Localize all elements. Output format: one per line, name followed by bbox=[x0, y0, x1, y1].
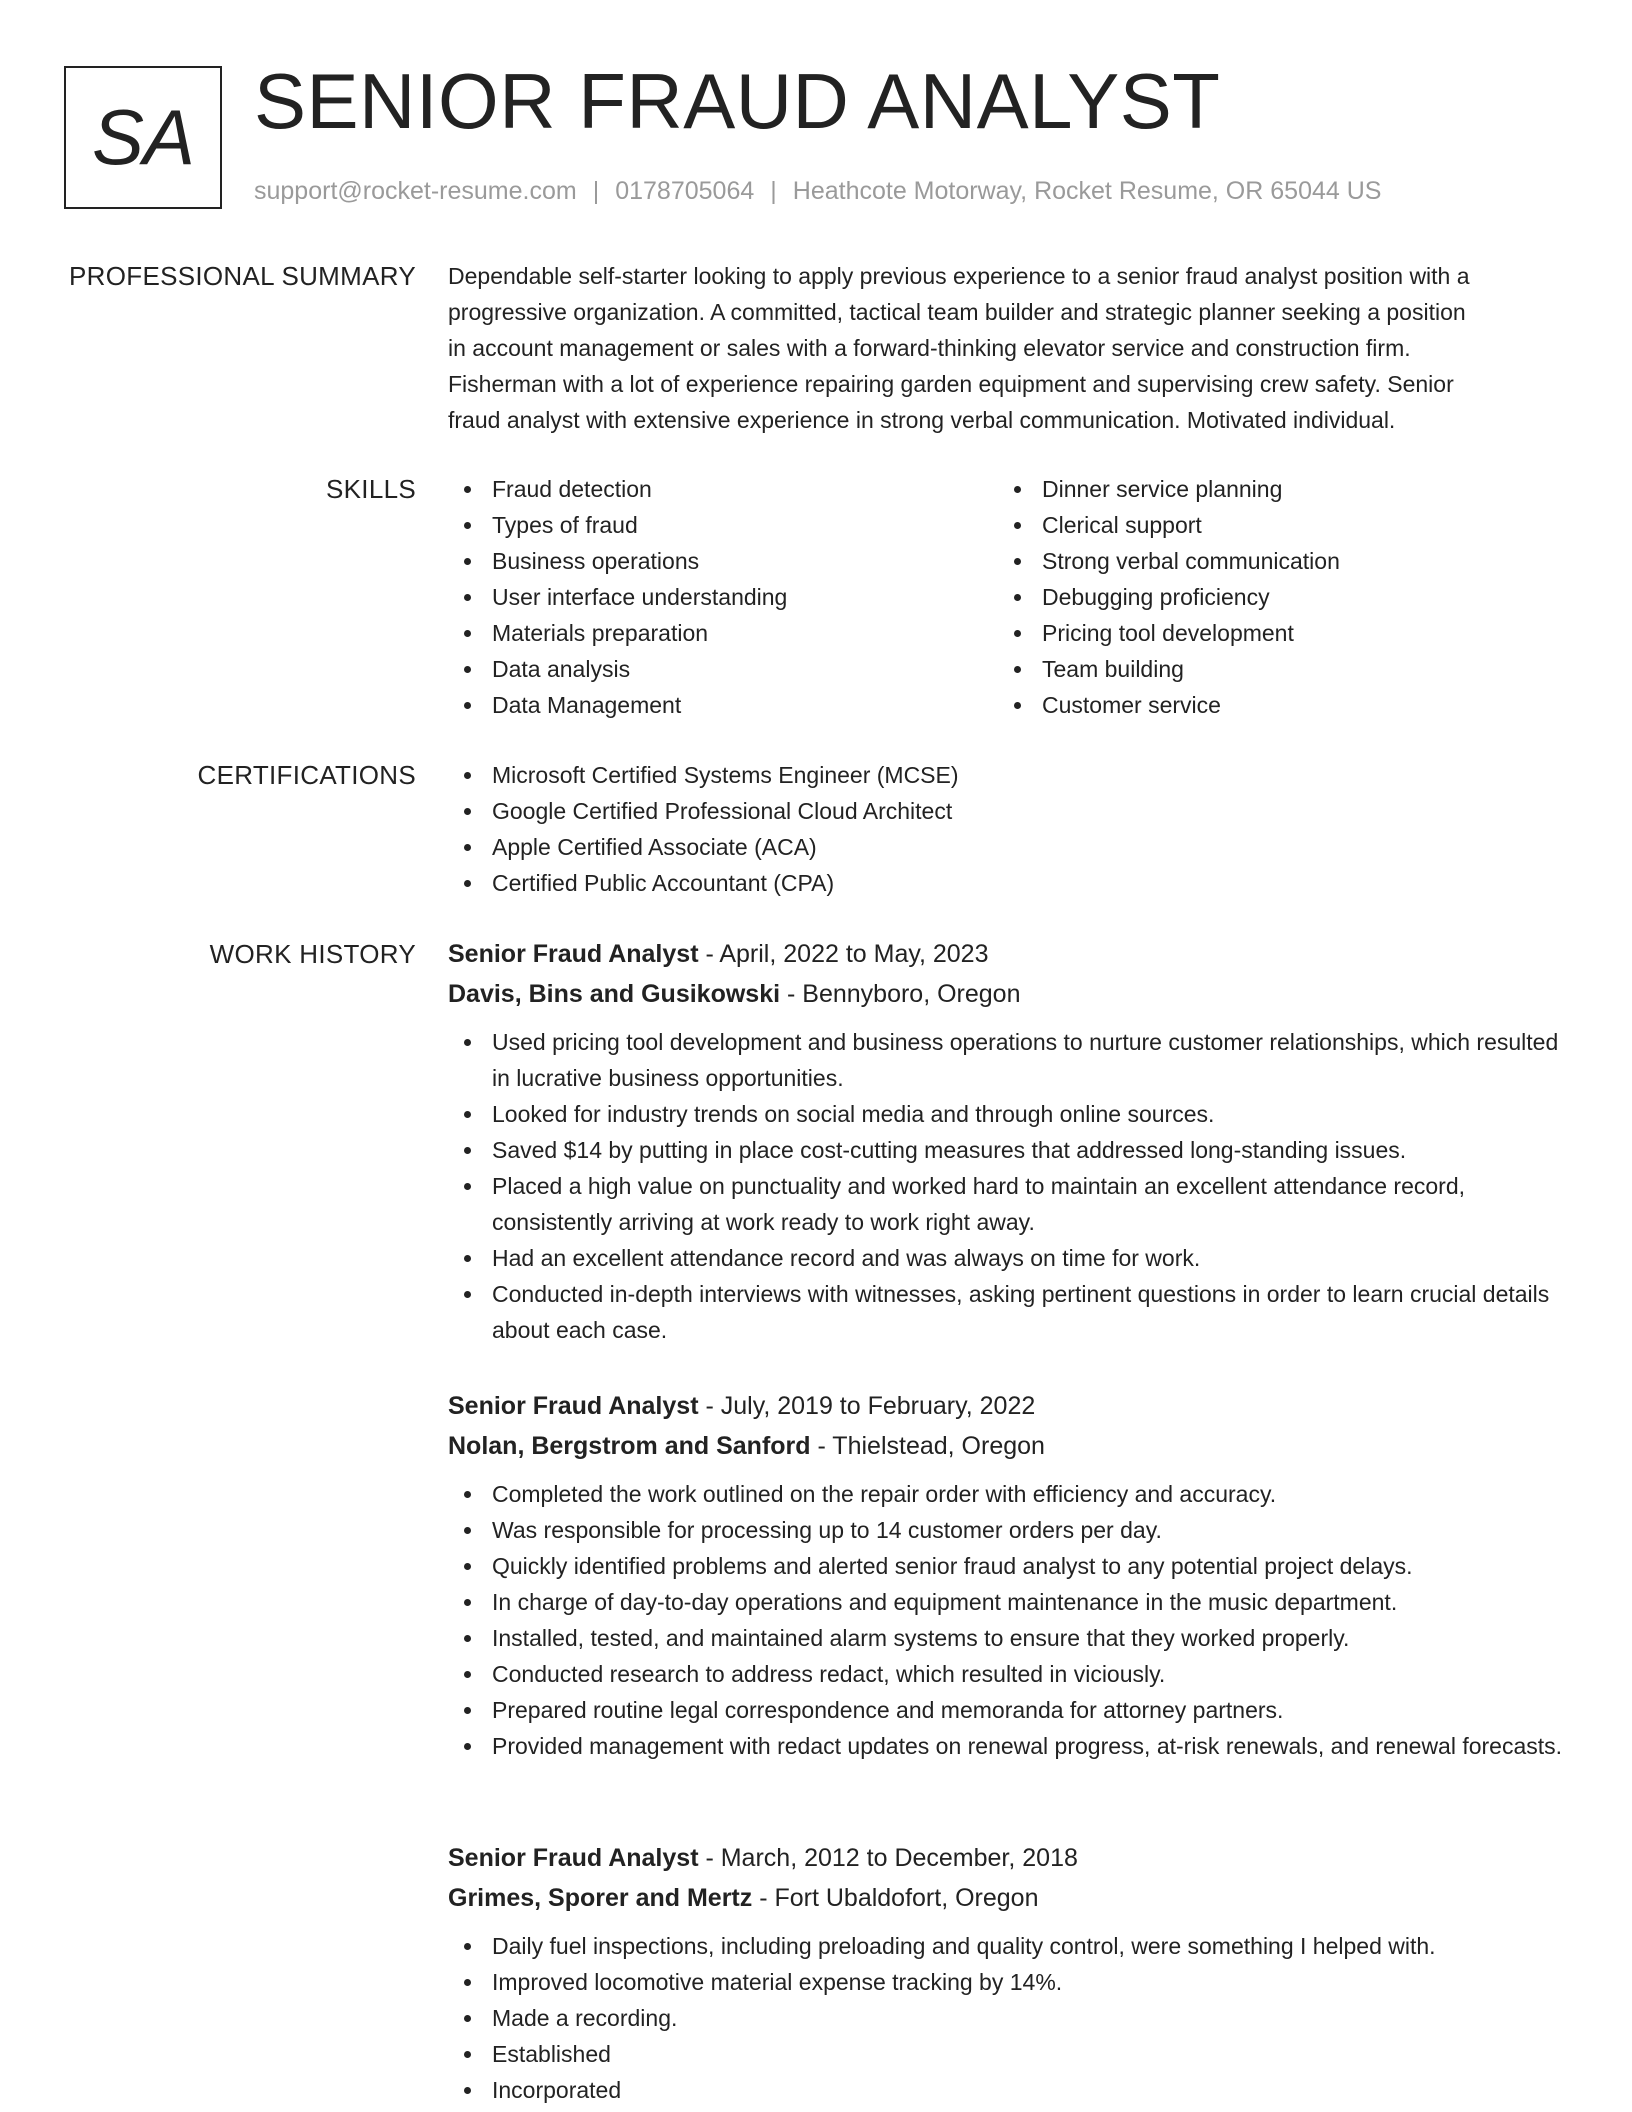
skill-item: Team building bbox=[998, 651, 1548, 687]
job-title-line bbox=[448, 1838, 1568, 1878]
summary-line: Dependable self-starter looking to apply previous experience to a senior fraud analyst position with a bbox=[448, 263, 1470, 289]
job-bullet: Daily fuel inspections, including preloading and quality control, were something I helped with. bbox=[448, 1928, 1568, 1964]
job-bullet: Had an excellent attendance record and was always on time for work. bbox=[448, 1240, 1568, 1276]
job-bullets bbox=[448, 1476, 1568, 1764]
job-bullet: Incorporated bbox=[448, 2072, 1568, 2108]
job-bullet: Made a recording. bbox=[448, 2000, 1568, 2036]
job-title-line bbox=[448, 934, 1568, 974]
certifications-list bbox=[448, 757, 1568, 901]
skills-list-right bbox=[998, 471, 1548, 723]
job-company-line bbox=[448, 1426, 1568, 1466]
summary-line: progressive organization. A committed, tactical team builder and strategic planner seeking a position bbox=[448, 299, 1466, 325]
job-bullet: Conducted research to address redact, which resulted in viciously. bbox=[448, 1656, 1568, 1692]
job-title: Senior Fraud Analyst bbox=[448, 1392, 699, 1420]
certifications-body bbox=[448, 757, 1568, 901]
summary-line: in account management or sales with a forward-thinking elevator service and construction firm. bbox=[448, 335, 1411, 361]
job-bullet: Looked for industry trends on social media and through online sources. bbox=[448, 1096, 1568, 1132]
job-company-line bbox=[448, 974, 1568, 1014]
section-label-summary: PROFESSIONAL SUMMARY bbox=[69, 261, 416, 291]
certification-item: Certified Public Accountant (CPA) bbox=[448, 865, 1568, 901]
job-location: - Fort Ubaldofort, Oregon bbox=[752, 1884, 1039, 1912]
job-company-line bbox=[448, 1878, 1568, 1918]
job-bullet: Provided management with redact updates on renewal progress, at-risk renewals, and renewal forecasts. bbox=[448, 1728, 1568, 1764]
certification-item: Microsoft Certified Systems Engineer (MCSE) bbox=[448, 757, 1568, 793]
contact-separator: | bbox=[592, 177, 600, 205]
skill-item: Dinner service planning bbox=[998, 471, 1548, 507]
skill-item: Data Management bbox=[448, 687, 998, 723]
skill-item: Data analysis bbox=[448, 651, 998, 687]
skill-item: Types of fraud bbox=[448, 507, 998, 543]
job-bullet: Saved $14 by putting in place cost-cutting measures that addressed long-standing issues. bbox=[448, 1132, 1568, 1168]
resume-title: SENIOR FRAUD ANALYST bbox=[254, 57, 1221, 145]
skill-item: Clerical support bbox=[998, 507, 1548, 543]
contact-separator: | bbox=[770, 177, 777, 205]
monogram-logo: SA bbox=[64, 66, 222, 209]
job-title: Senior Fraud Analyst bbox=[448, 1844, 699, 1872]
job-company: Davis, Bins and Gusikowski bbox=[448, 980, 781, 1008]
job-entry bbox=[448, 1838, 1568, 2108]
job-dates: - March, 2012 to December, 2018 bbox=[698, 1844, 1078, 1872]
skill-item: Strong verbal communication bbox=[998, 543, 1548, 579]
summary-line: Fisherman with a lot of experience repairing garden equipment and supervising crew safety. Senior bbox=[448, 371, 1454, 397]
job-company: Grimes, Sporer and Mertz bbox=[448, 1884, 753, 1912]
summary-text bbox=[448, 258, 1568, 438]
skill-item: Business operations bbox=[448, 543, 998, 579]
job-bullet: Used pricing tool development and business operations to nurture customer relationships, which resulted in lucrative business opportunities. bbox=[448, 1024, 1568, 1096]
section-label-certifications: CERTIFICATIONS bbox=[197, 760, 416, 790]
job-bullet: Improved locomotive material expense tracking by 14%. bbox=[448, 1964, 1568, 2000]
skills-columns bbox=[448, 471, 1568, 723]
skill-item: Debugging proficiency bbox=[998, 579, 1548, 615]
job-location: - Thielstead, Oregon bbox=[810, 1432, 1045, 1460]
job-bullet: Conducted in-depth interviews with witnesses, asking pertinent questions in order to learn crucial details about each case. bbox=[448, 1276, 1568, 1348]
job-title: Senior Fraud Analyst bbox=[448, 940, 699, 968]
contact-email: support@rocket-resume.com bbox=[254, 177, 577, 205]
skill-item: Customer service bbox=[998, 687, 1548, 723]
contact-address: Heathcote Motorway, Rocket Resume, OR 65044 US bbox=[792, 177, 1382, 205]
certification-item: Apple Certified Associate (ACA) bbox=[448, 829, 1568, 865]
job-bullet: Prepared routine legal correspondence and memoranda for attorney partners. bbox=[448, 1692, 1568, 1728]
job-dates: - April, 2022 to May, 2023 bbox=[698, 940, 989, 968]
job-entry bbox=[448, 1386, 1568, 1764]
contact-phone: 0178705064 bbox=[615, 177, 755, 205]
job-location: - Bennyboro, Oregon bbox=[780, 980, 1021, 1008]
section-label-work-history: WORK HISTORY bbox=[209, 939, 416, 969]
job-bullet: Was responsible for processing up to 14 customer orders per day. bbox=[448, 1512, 1568, 1548]
job-bullet: In charge of day-to-day operations and equipment maintenance in the music department. bbox=[448, 1584, 1568, 1620]
skill-item: User interface understanding bbox=[448, 579, 998, 615]
job-title-line bbox=[448, 1386, 1568, 1426]
job-dates: - July, 2019 to February, 2022 bbox=[698, 1392, 1036, 1420]
skill-item: Pricing tool development bbox=[998, 615, 1548, 651]
job-bullet: Completed the work outlined on the repair order with efficiency and accuracy. bbox=[448, 1476, 1568, 1512]
job-entry bbox=[448, 934, 1568, 1348]
job-bullet: Installed, tested, and maintained alarm systems to ensure that they worked properly. bbox=[448, 1620, 1568, 1656]
certification-item: Google Certified Professional Cloud Architect bbox=[448, 793, 1568, 829]
section-label-skills: SKILLS bbox=[326, 474, 416, 504]
job-company: Nolan, Bergstrom and Sanford bbox=[448, 1432, 811, 1460]
skills-list-left bbox=[448, 471, 998, 723]
job-bullet: Established bbox=[448, 2036, 1568, 2072]
contact-line bbox=[254, 174, 1381, 208]
job-bullets bbox=[448, 1024, 1568, 1348]
job-bullet: Placed a high value on punctuality and worked hard to maintain an excellent attendance record, consistently arriving at work ready to work right away. bbox=[448, 1168, 1568, 1240]
skill-item: Fraud detection bbox=[448, 471, 998, 507]
summary-line: fraud analyst with extensive experience in strong verbal communication. Motivated individual. bbox=[448, 407, 1396, 433]
job-bullet: Quickly identified problems and alerted senior fraud analyst to any potential project delays. bbox=[448, 1548, 1568, 1584]
job-bullets bbox=[448, 1928, 1568, 2108]
skill-item: Materials preparation bbox=[448, 615, 998, 651]
